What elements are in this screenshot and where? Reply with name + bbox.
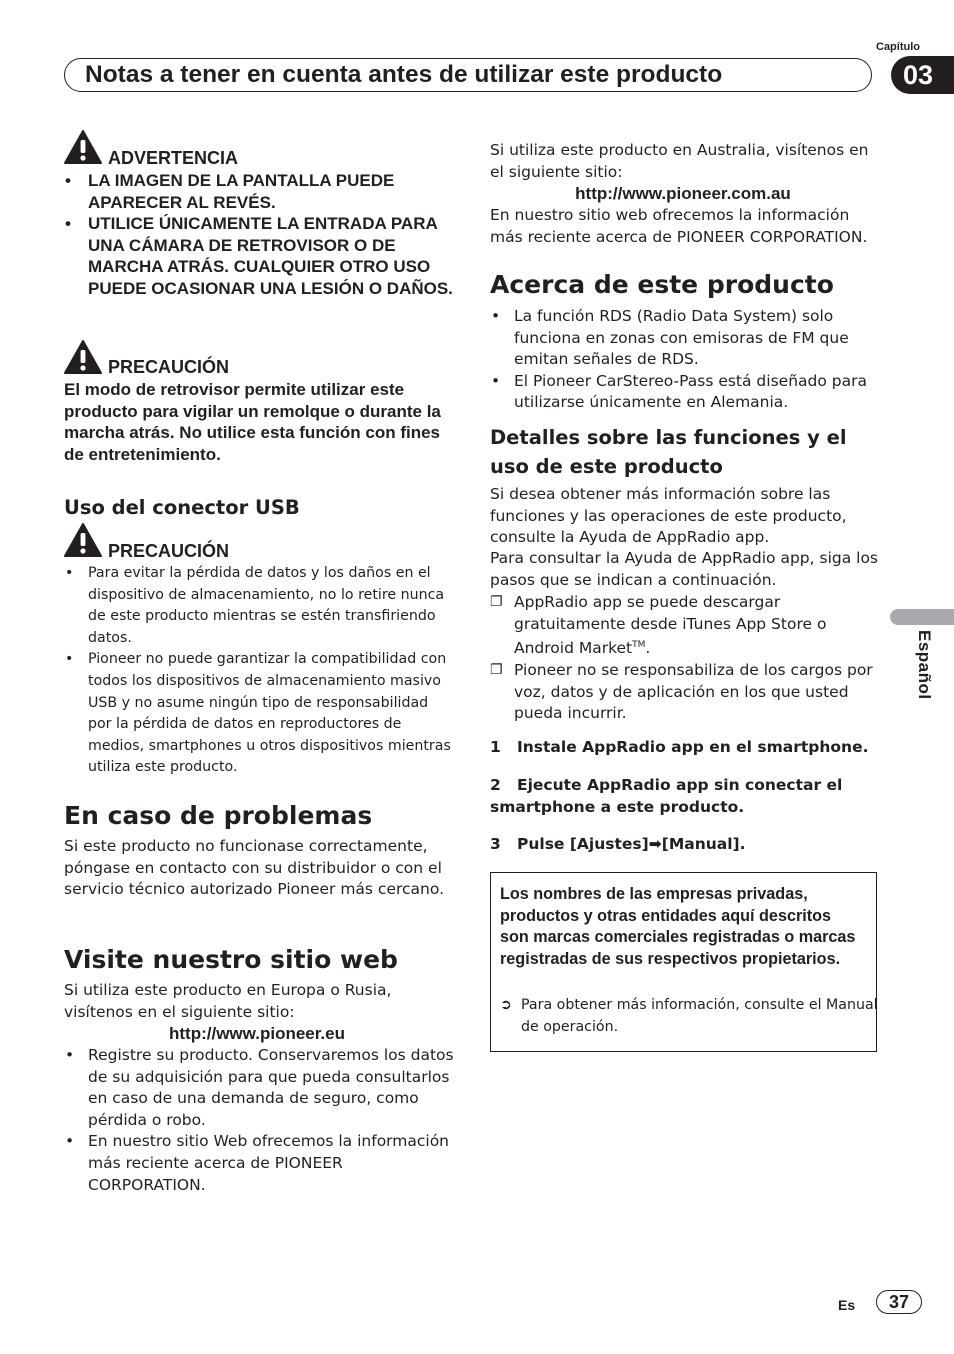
advertencia-list [64, 170, 454, 300]
page-number-badge [876, 1290, 922, 1314]
checklist-item: ❐ Pioneer no se responsabiliza de los cargos por voz, datos y de aplicación en los que usted pueda incurrir. [490, 660, 880, 725]
step-text: Instale AppRadio app en el smartphone. [517, 738, 869, 756]
list-item: • El Pioneer CarStereo-Pass está diseñado para utilizarse únicamente en Alemania. [490, 371, 880, 414]
precaucion-label: PRECAUCIÓN [108, 541, 230, 561]
list-item: • Pioneer no puede garantizar la compatibilidad con todos los dispositivos de almacenamiento masivo USB y no asume ningún tipo de responsabilidad por la pérdida de datos en reproductores de medios, smartphones u otros dispositivos mientras utiliza este producto. [64, 649, 454, 779]
australia-intro: Si utiliza este producto en Australia, visítenos en el siguiente sitio: [490, 141, 869, 181]
list-item: • Para evitar la pérdida de datos y los daños en el dispositivo de almacenamiento, no lo retire nunca de este producto mientras se estén transfiriendo datos. [64, 563, 454, 649]
problemas-text: Si este producto no funcionase correctamente, póngase en contacto con su distribuidor o con el servicio técnico autorizado Pioneer más cercano. [64, 837, 445, 899]
chapter-tab [891, 56, 954, 94]
advertencia-label: ADVERTENCIA [108, 148, 239, 168]
list-item: • UTILICE ÚNICAMENTE LA ENTRADA PARA UNA CÁMARA DE RETROVISOR O DE MARCHA ATRÁS. CUALQUIER OTRO USO PUEDE OCASIONAR UNA LESIÓN O DAÑOS. [64, 213, 454, 299]
page-title: Notas a tener en cuenta antes de utilizar este producto [85, 61, 723, 88]
language-tab [890, 609, 954, 625]
web-url-link[interactable]: http://www.pioneer.eu [169, 1024, 345, 1043]
step-number: 1 [490, 738, 501, 756]
trademark-note-text: Los nombres de las empresas privadas, productos y otras entidades aquí descritos son marcas comerciales registradas o marcas registradas de sus respectivos propietarios. [500, 885, 856, 968]
australia-text: En nuestro sitio web ofrecemos la información más reciente acerca de PIONEER CORPORATION. [490, 206, 868, 246]
detalles-para1: Si desea obtener más información sobre las funciones y las operaciones de este producto, consulte la Ayuda de AppRadio app. [490, 485, 847, 547]
chapter-label: Capítulo [876, 41, 920, 53]
language-label: Español [915, 630, 934, 700]
precaucion-text: El modo de retrovisor permite utilizar este producto para vigilar un remolque o durante la marcha atrás. No utilice esta función con fines de entretenimiento. [64, 380, 441, 464]
acerca-heading: Acerca de este producto [490, 270, 834, 299]
step-number: 2 [490, 776, 501, 794]
page-number: 37 [888, 1292, 910, 1312]
step-text: Ejecute AppRadio app sin conectar el smartphone a este producto. [490, 776, 843, 816]
chapter-number: 03 [903, 60, 934, 90]
arrow-right-icon: ➡ [648, 835, 662, 853]
step-3 [490, 834, 882, 856]
precaucion-label: PRECAUCIÓN [108, 357, 230, 377]
web-intro: Si utiliza este producto en Europa o Rusia, visítenos en el siguiente sitio: [64, 981, 392, 1021]
usb-heading: Uso del conector USB [64, 496, 300, 519]
checklist-text: AppRadio app se puede descargar gratuitamente desde iTunes App Store o Android Market [514, 593, 827, 658]
acerca-list [490, 306, 880, 414]
checklist-text-end: . [645, 639, 651, 658]
detalles-heading: Detalles sobre las funciones y el uso de este producto [490, 426, 847, 478]
web-list [64, 1045, 454, 1196]
australia-url-link[interactable]: http://www.pioneer.com.au [575, 184, 791, 203]
note-reference [500, 995, 883, 1038]
step-2 [490, 775, 882, 818]
reference-text: Para obtener más información, consulte el Manual de operación. [521, 997, 878, 1035]
web-heading: Visite nuestro sitio web [64, 945, 398, 974]
trademark-mark: TM [632, 640, 646, 651]
footer-language: Es [838, 1297, 856, 1313]
warning-triangle-icon [64, 340, 102, 374]
detalles-checklist [490, 592, 880, 725]
trademark-note-box [490, 872, 877, 1052]
step-number: 3 [490, 835, 501, 853]
list-item: • LA IMAGEN DE LA PANTALLA PUEDE APARECER AL REVÉS. [64, 170, 454, 213]
list-item: • En nuestro sitio Web ofrecemos la información más reciente acerca de PIONEER CORPORATION. [64, 1131, 454, 1196]
problemas-heading: En caso de problemas [64, 801, 373, 830]
step-1 [490, 737, 882, 759]
warning-triangle-icon [64, 130, 102, 164]
checklist-item [490, 592, 880, 660]
list-item: • La función RDS (Radio Data System) solo funciona en zonas con emisoras de FM que emitan señales de RDS. [490, 306, 880, 371]
detalles-para2: Para consultar la Ayuda de AppRadio app, siga los pasos que se indican a continuación. [490, 549, 879, 589]
step-text: [Manual]. [661, 835, 746, 853]
usb-list [64, 563, 454, 779]
warning-triangle-icon [64, 523, 102, 557]
step-text: Pulse [Ajustes] [517, 835, 649, 853]
list-item: • Registre su producto. Conservaremos los datos de su adquisición para que pueda consultarlos en caso de una demanda de seguro, como pérdida o robo. [64, 1045, 454, 1131]
reference-arrow-icon: ➲ [500, 997, 512, 1013]
